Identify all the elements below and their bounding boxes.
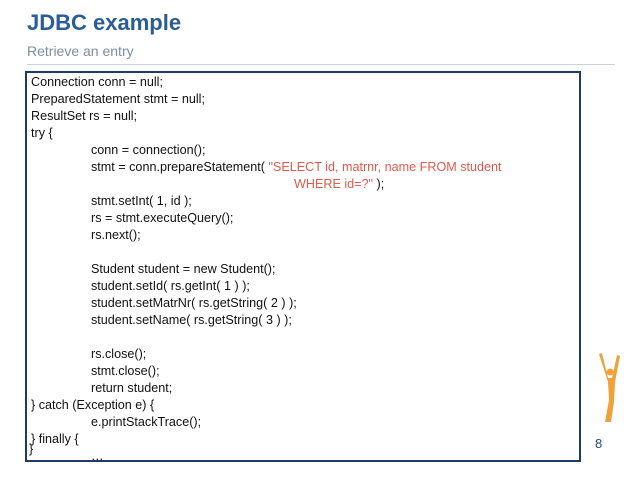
code-line-3: ResultSet rs = null; — [31, 109, 138, 123]
slide-title: JDBC example — [27, 10, 182, 35]
code-line-21: … — [91, 449, 104, 463]
figure-arms-raised-icon — [596, 352, 622, 424]
code-line-22: } — [29, 442, 34, 456]
code-line-7 — [294, 176, 384, 193]
code-line-12: student.setId( rs.getInt( 1 ) ); — [91, 279, 250, 293]
slide-subtitle: Retrieve an entry — [27, 43, 134, 59]
title-divider — [27, 64, 615, 65]
code-block — [25, 71, 581, 462]
code-line-10: rs.next(); — [91, 228, 141, 242]
code-line-14: student.setName( rs.getString( 3 ) ); — [91, 313, 292, 327]
string-literal: "SELECT id, matrnr, name FROM student — [268, 160, 502, 174]
code-line-15: rs.close(); — [91, 347, 147, 361]
code-line-2: PreparedStatement stmt = null; — [31, 92, 205, 106]
code-line-20: } finally { — [31, 432, 79, 446]
code-line-16: stmt.close(); — [91, 364, 160, 378]
code-text: ); — [373, 177, 385, 191]
code-line-1: Connection conn = null; — [31, 75, 163, 89]
code-line-4: try { — [31, 126, 53, 140]
code-line-8: stmt.setInt( 1, id ); — [91, 194, 192, 208]
code-line-18: } catch (Exception e) { — [31, 398, 155, 412]
code-line-5: conn = connection(); — [91, 143, 206, 157]
code-line-19: e.printStackTrace(); — [91, 415, 202, 429]
code-line-9: rs = stmt.executeQuery(); — [91, 211, 234, 225]
code-line-11: Student student = new Student(); — [91, 262, 276, 276]
code-line-13: student.setMatrNr( rs.getString( 2 ) ); — [91, 296, 297, 310]
code-line-17: return student; — [91, 381, 173, 395]
string-literal: WHERE id=?" — [294, 177, 374, 191]
code-line-6 — [91, 159, 502, 176]
page-number: 8 — [595, 436, 603, 451]
code-text: stmt = conn.prepareStatement( — [91, 160, 269, 174]
